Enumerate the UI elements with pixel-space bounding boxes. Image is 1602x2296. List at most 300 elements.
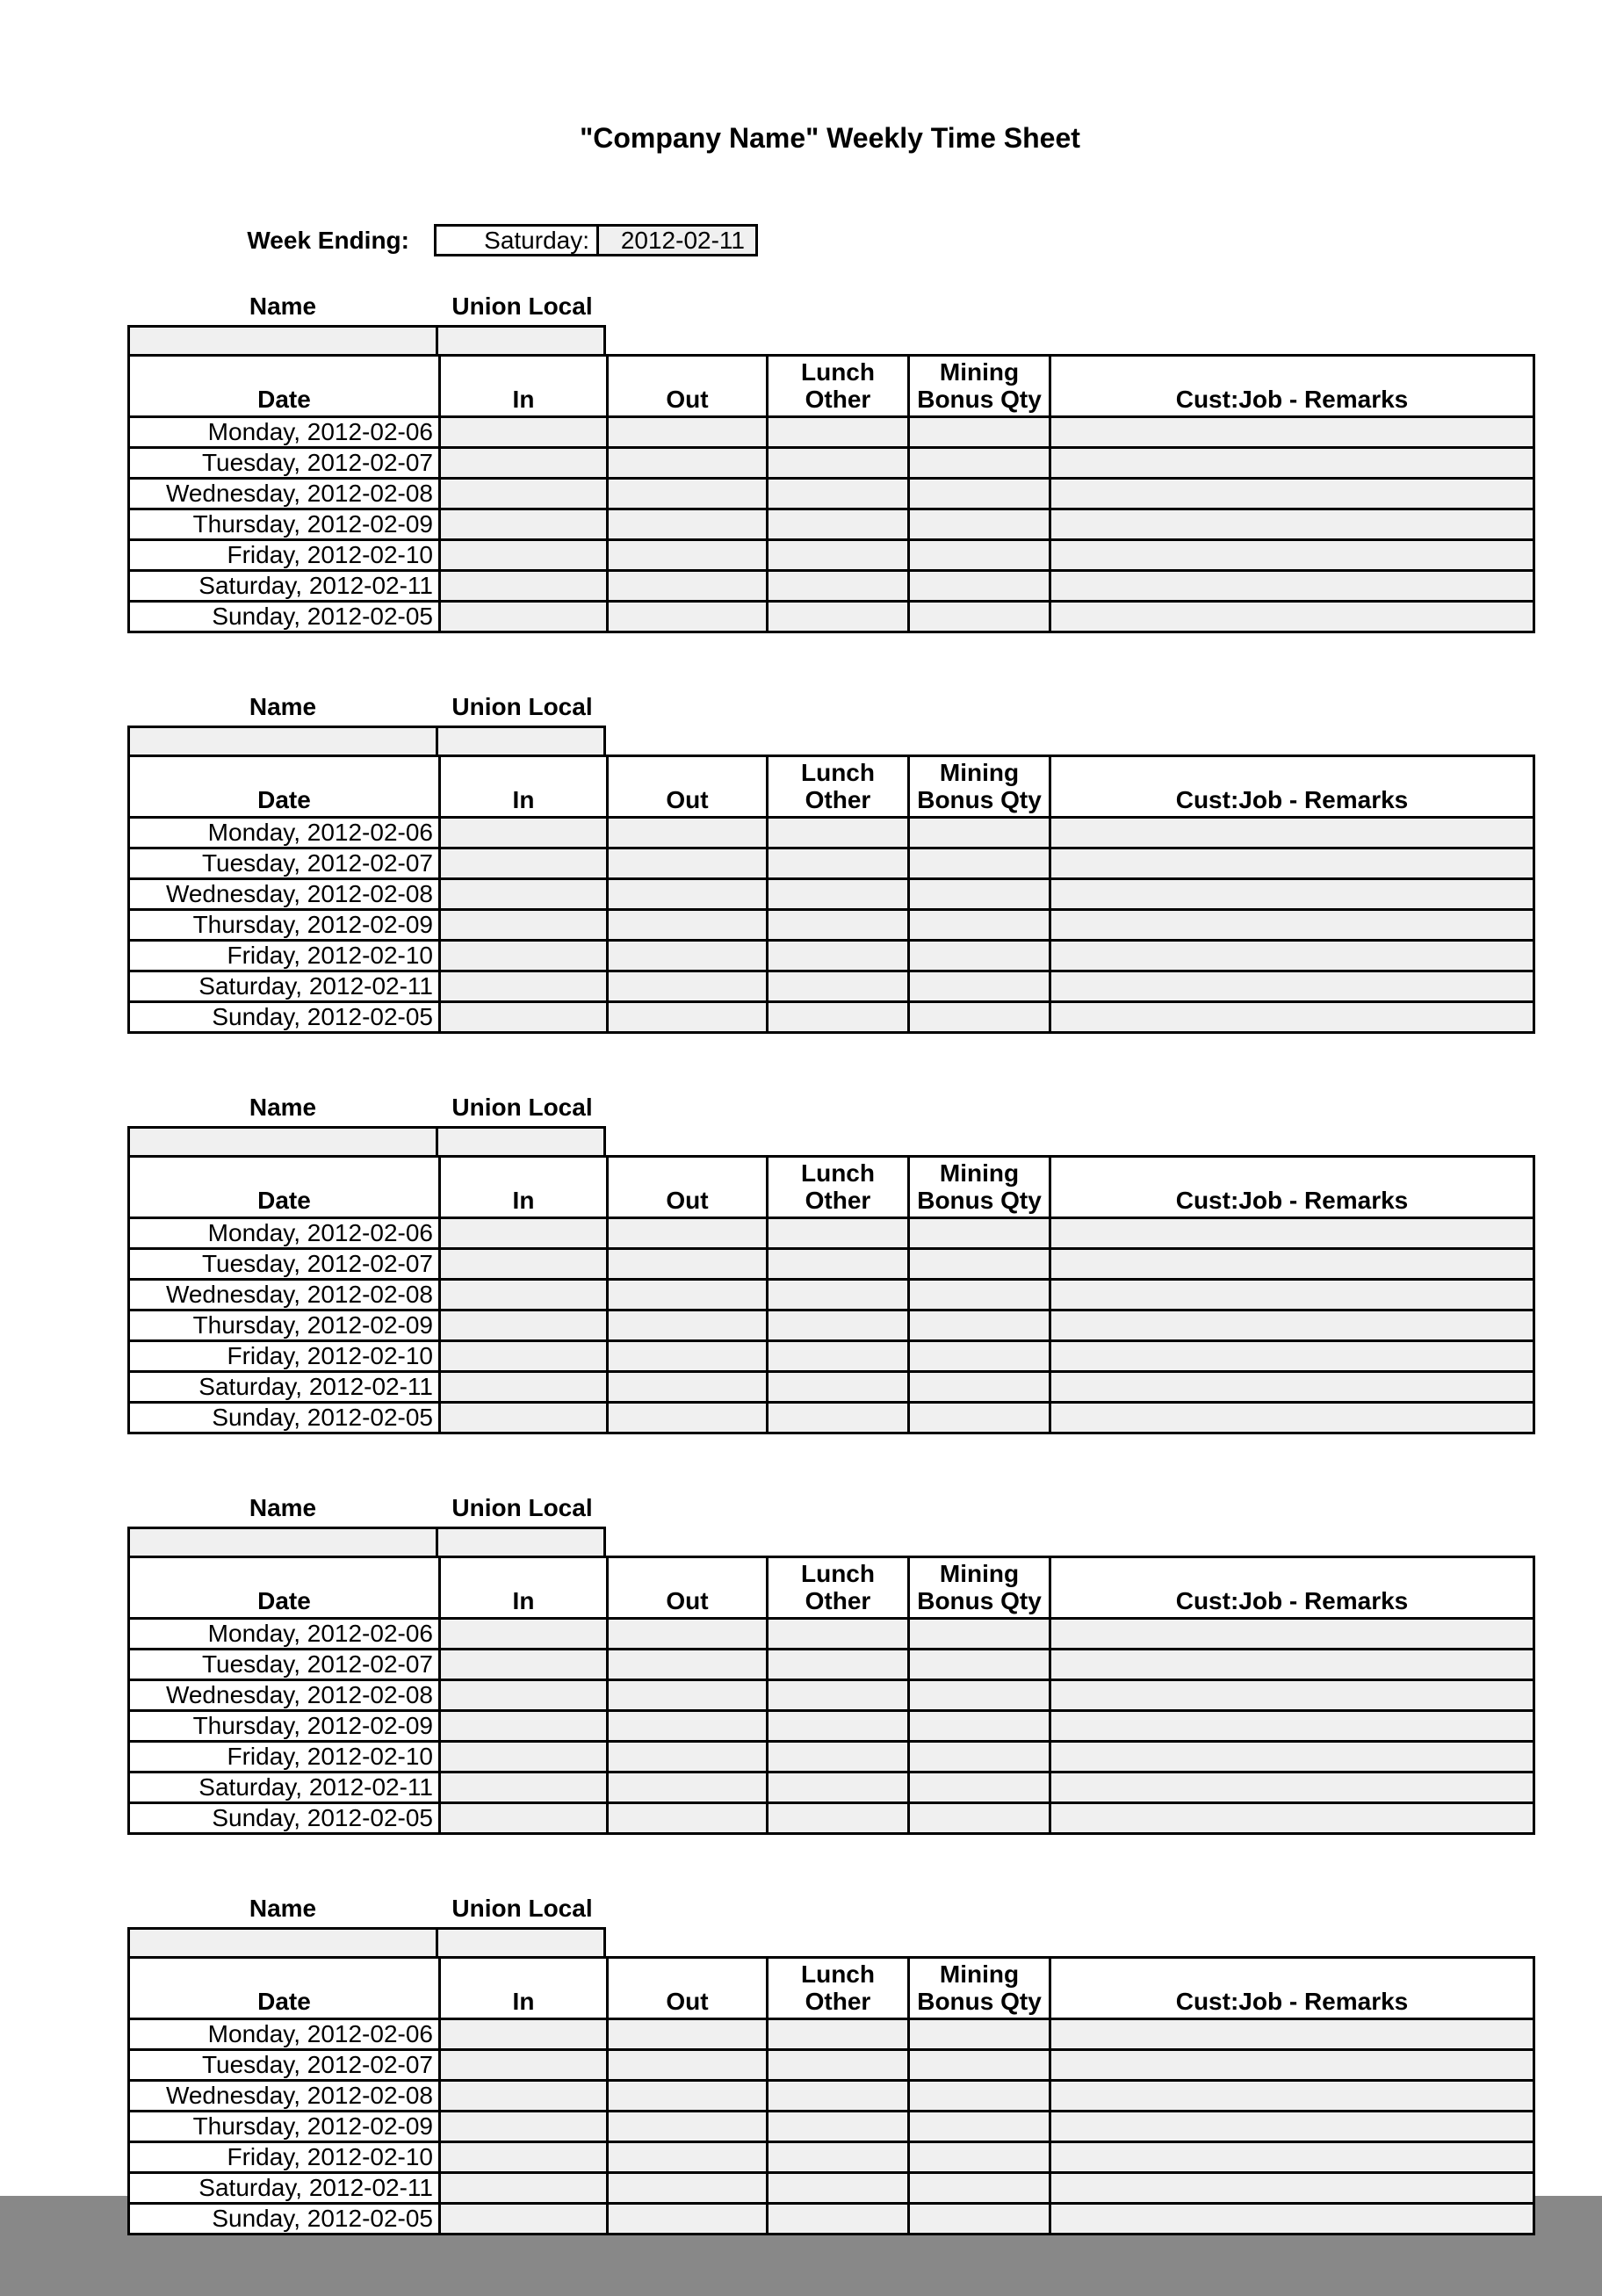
table-row xyxy=(129,1280,1534,1310)
out-cell[interactable] xyxy=(608,479,768,509)
employee-labels-row xyxy=(127,694,1533,720)
in-cell[interactable] xyxy=(440,1650,608,1680)
out-cell[interactable] xyxy=(608,1711,768,1742)
lunch-other-cell[interactable] xyxy=(768,2142,909,2173)
remarks-cell[interactable] xyxy=(1050,1002,1534,1033)
date-cell: Friday, 2012-02-10 xyxy=(129,941,440,971)
table-row xyxy=(129,2050,1534,2081)
remarks-cell[interactable] xyxy=(1050,2204,1534,2235)
lunch-other-cell[interactable] xyxy=(768,1249,909,1280)
in-cell[interactable] xyxy=(440,2112,608,2142)
lunch-other-cell[interactable] xyxy=(768,417,909,448)
out-cell[interactable] xyxy=(608,848,768,879)
remarks-cell[interactable] xyxy=(1050,1310,1534,1341)
in-cell[interactable] xyxy=(440,1742,608,1773)
mining-bonus-cell[interactable] xyxy=(909,1742,1050,1773)
remarks-cell[interactable] xyxy=(1050,1742,1534,1773)
out-cell[interactable] xyxy=(608,448,768,479)
date-cell: Tuesday, 2012-02-07 xyxy=(129,2050,440,2081)
in-cell[interactable] xyxy=(440,602,608,632)
table-row xyxy=(129,2081,1534,2112)
lunch-other-cell[interactable] xyxy=(768,1803,909,1834)
remarks-header: Cust:Job - Remarks xyxy=(1050,1958,1534,2019)
employee-input-row xyxy=(127,325,1533,354)
remarks-cell[interactable] xyxy=(1050,2019,1534,2050)
mining-bonus-cell[interactable] xyxy=(909,1773,1050,1803)
name-field[interactable] xyxy=(127,1927,438,1956)
out-cell[interactable] xyxy=(608,1650,768,1680)
lunch-other-cell[interactable] xyxy=(768,879,909,910)
employee-input-row xyxy=(127,1527,1533,1556)
remarks-cell[interactable] xyxy=(1050,1650,1534,1680)
out-cell[interactable] xyxy=(608,879,768,910)
table-row xyxy=(129,2112,1534,2142)
mining-bonus-cell[interactable] xyxy=(909,1341,1050,1372)
date-cell: Saturday, 2012-02-11 xyxy=(129,971,440,1002)
in-cell[interactable] xyxy=(440,941,608,971)
remarks-cell[interactable] xyxy=(1050,509,1534,540)
in-cell[interactable] xyxy=(440,2173,608,2204)
date-cell: Tuesday, 2012-02-07 xyxy=(129,848,440,879)
remarks-cell[interactable] xyxy=(1050,1372,1534,1403)
remarks-cell[interactable] xyxy=(1050,571,1534,602)
remarks-cell[interactable] xyxy=(1050,818,1534,848)
lunch-other-cell[interactable] xyxy=(768,479,909,509)
in-cell[interactable] xyxy=(440,2204,608,2235)
date-header: Date xyxy=(129,756,440,818)
date-cell: Friday, 2012-02-10 xyxy=(129,2142,440,2173)
mining-header-line1: Mining xyxy=(939,1960,1020,1988)
union-local-label: Union Local xyxy=(451,1094,593,1121)
table-row xyxy=(129,879,1534,910)
lunch-other-cell[interactable] xyxy=(768,971,909,1002)
remarks-cell[interactable] xyxy=(1050,941,1534,971)
remarks-cell[interactable] xyxy=(1050,1218,1534,1249)
mining-header-line1: Mining xyxy=(939,358,1020,386)
out-cell[interactable] xyxy=(608,1218,768,1249)
remarks-cell[interactable] xyxy=(1050,2050,1534,2081)
name-field[interactable] xyxy=(127,726,438,755)
table-row xyxy=(129,1680,1534,1711)
out-header: Out xyxy=(608,756,768,818)
union-local-field[interactable] xyxy=(438,1927,606,1956)
out-cell[interactable] xyxy=(608,602,768,632)
out-cell[interactable] xyxy=(608,509,768,540)
mining-bonus-cell[interactable] xyxy=(909,818,1050,848)
date-cell: Sunday, 2012-02-05 xyxy=(129,602,440,632)
lunch-other-header xyxy=(768,1557,909,1619)
employee-labels-row xyxy=(127,1094,1533,1121)
name-field[interactable] xyxy=(127,1527,438,1556)
out-cell[interactable] xyxy=(608,1773,768,1803)
lunch-other-cell[interactable] xyxy=(768,1773,909,1803)
out-cell[interactable] xyxy=(608,1002,768,1033)
mining-bonus-cell[interactable] xyxy=(909,417,1050,448)
in-cell[interactable] xyxy=(440,818,608,848)
lunch-other-cell[interactable] xyxy=(768,1619,909,1650)
out-cell[interactable] xyxy=(608,2204,768,2235)
time-table xyxy=(127,755,1535,1034)
out-cell[interactable] xyxy=(608,417,768,448)
date-cell: Friday, 2012-02-10 xyxy=(129,1341,440,1372)
remarks-cell[interactable] xyxy=(1050,1711,1534,1742)
in-cell[interactable] xyxy=(440,910,608,941)
in-cell[interactable] xyxy=(440,571,608,602)
date-cell: Friday, 2012-02-10 xyxy=(129,1742,440,1773)
table-body xyxy=(129,417,1534,632)
out-cell[interactable] xyxy=(608,2112,768,2142)
in-header: In xyxy=(440,1958,608,2019)
table-row xyxy=(129,571,1534,602)
mining-bonus-header xyxy=(909,1557,1050,1619)
week-ending-date-field[interactable]: 2012-02-11 xyxy=(599,224,758,256)
union-local-field[interactable] xyxy=(438,325,606,354)
lunch-other-cell[interactable] xyxy=(768,1403,909,1433)
lunch-other-cell[interactable] xyxy=(768,2173,909,2204)
out-cell[interactable] xyxy=(608,571,768,602)
in-cell[interactable] xyxy=(440,1773,608,1803)
remarks-cell[interactable] xyxy=(1050,971,1534,1002)
union-local-label: Union Local xyxy=(451,693,593,720)
table-row xyxy=(129,1773,1534,1803)
out-cell[interactable] xyxy=(608,1280,768,1310)
table-row xyxy=(129,1403,1534,1433)
in-cell[interactable] xyxy=(440,1619,608,1650)
remarks-cell[interactable] xyxy=(1050,910,1534,941)
name-label: Name xyxy=(249,1094,317,1121)
date-cell: Sunday, 2012-02-05 xyxy=(129,1803,440,1834)
mining-bonus-cell[interactable] xyxy=(909,2019,1050,2050)
mining-bonus-header xyxy=(909,756,1050,818)
mining-bonus-cell[interactable] xyxy=(909,2142,1050,2173)
remarks-cell[interactable] xyxy=(1050,448,1534,479)
out-cell[interactable] xyxy=(608,2173,768,2204)
lunch-header-line2: Other xyxy=(805,786,871,813)
out-header: Out xyxy=(608,1157,768,1218)
table-row xyxy=(129,1619,1534,1650)
header-row xyxy=(129,1157,1534,1218)
mining-bonus-header xyxy=(909,356,1050,417)
in-cell[interactable] xyxy=(440,2019,608,2050)
in-cell[interactable] xyxy=(440,1372,608,1403)
table-row xyxy=(129,848,1534,879)
remarks-cell[interactable] xyxy=(1050,602,1534,632)
lunch-other-cell[interactable] xyxy=(768,848,909,879)
date-cell: Thursday, 2012-02-09 xyxy=(129,1310,440,1341)
remarks-cell[interactable] xyxy=(1050,879,1534,910)
in-cell[interactable] xyxy=(440,1249,608,1280)
union-local-field[interactable] xyxy=(438,1126,606,1155)
out-cell[interactable] xyxy=(608,2019,768,2050)
name-field[interactable] xyxy=(127,1126,438,1155)
out-cell[interactable] xyxy=(608,2081,768,2112)
in-cell[interactable] xyxy=(440,509,608,540)
remarks-cell[interactable] xyxy=(1050,479,1534,509)
mining-bonus-cell[interactable] xyxy=(909,448,1050,479)
out-cell[interactable] xyxy=(608,910,768,941)
in-cell[interactable] xyxy=(440,848,608,879)
mining-bonus-cell[interactable] xyxy=(909,848,1050,879)
in-cell[interactable] xyxy=(440,2050,608,2081)
mining-bonus-cell[interactable] xyxy=(909,1680,1050,1711)
table-row xyxy=(129,602,1534,632)
table-body xyxy=(129,1619,1534,1834)
mining-bonus-cell[interactable] xyxy=(909,2050,1050,2081)
timesheet-block xyxy=(127,1495,1533,1835)
lunch-other-cell[interactable] xyxy=(768,509,909,540)
table-row xyxy=(129,1803,1534,1834)
time-table xyxy=(127,1155,1535,1434)
timesheet-blocks xyxy=(127,293,1533,2235)
in-cell[interactable] xyxy=(440,2081,608,2112)
out-cell[interactable] xyxy=(608,2142,768,2173)
week-ending-label: Week Ending: xyxy=(247,227,409,254)
mining-bonus-header xyxy=(909,1157,1050,1218)
timesheet-block xyxy=(127,1094,1533,1434)
lunch-header-line1: Lunch xyxy=(801,1560,875,1587)
lunch-other-cell[interactable] xyxy=(768,2050,909,2081)
date-header: Date xyxy=(129,1557,440,1619)
lunch-other-cell[interactable] xyxy=(768,2112,909,2142)
date-cell: Thursday, 2012-02-09 xyxy=(129,2112,440,2142)
date-header: Date xyxy=(129,1157,440,1218)
mining-bonus-cell[interactable] xyxy=(909,1249,1050,1280)
out-cell[interactable] xyxy=(608,540,768,571)
mining-bonus-cell[interactable] xyxy=(909,1002,1050,1033)
mining-bonus-cell[interactable] xyxy=(909,2112,1050,2142)
mining-bonus-cell[interactable] xyxy=(909,1650,1050,1680)
out-cell[interactable] xyxy=(608,2050,768,2081)
out-cell[interactable] xyxy=(608,1619,768,1650)
table-row xyxy=(129,509,1534,540)
mining-bonus-cell[interactable] xyxy=(909,571,1050,602)
in-cell[interactable] xyxy=(440,1002,608,1033)
mining-bonus-cell[interactable] xyxy=(909,1218,1050,1249)
in-cell[interactable] xyxy=(440,1218,608,1249)
out-header: Out xyxy=(608,1958,768,2019)
out-cell[interactable] xyxy=(608,1680,768,1711)
out-cell[interactable] xyxy=(608,1249,768,1280)
table-row xyxy=(129,971,1534,1002)
lunch-other-cell[interactable] xyxy=(768,1650,909,1680)
lunch-other-cell[interactable] xyxy=(768,910,909,941)
table-row xyxy=(129,1341,1534,1372)
out-cell[interactable] xyxy=(608,1310,768,1341)
remarks-cell[interactable] xyxy=(1050,1403,1534,1433)
lunch-other-cell[interactable] xyxy=(768,448,909,479)
mining-bonus-cell[interactable] xyxy=(909,1711,1050,1742)
mining-bonus-cell[interactable] xyxy=(909,1803,1050,1834)
out-cell[interactable] xyxy=(608,818,768,848)
date-cell: Saturday, 2012-02-11 xyxy=(129,1773,440,1803)
lunch-other-header xyxy=(768,1958,909,2019)
lunch-other-cell[interactable] xyxy=(768,1002,909,1033)
in-cell[interactable] xyxy=(440,879,608,910)
lunch-other-cell[interactable] xyxy=(768,2019,909,2050)
out-cell[interactable] xyxy=(608,971,768,1002)
page-content xyxy=(127,0,1533,2296)
page-title: "Company Name" Weekly Time Sheet xyxy=(580,122,1080,154)
lunch-other-cell[interactable] xyxy=(768,1711,909,1742)
remarks-cell[interactable] xyxy=(1050,1773,1534,1803)
name-field[interactable] xyxy=(127,325,438,354)
mining-bonus-cell[interactable] xyxy=(909,1372,1050,1403)
in-cell[interactable] xyxy=(440,1803,608,1834)
remarks-cell[interactable] xyxy=(1050,1249,1534,1280)
lunch-other-header xyxy=(768,356,909,417)
lunch-other-cell[interactable] xyxy=(768,1742,909,1773)
table-row xyxy=(129,2019,1534,2050)
mining-bonus-cell[interactable] xyxy=(909,879,1050,910)
lunch-other-cell[interactable] xyxy=(768,540,909,571)
table-row xyxy=(129,1742,1534,1773)
time-table xyxy=(127,1556,1535,1835)
table-row xyxy=(129,1711,1534,1742)
lunch-other-cell[interactable] xyxy=(768,941,909,971)
table-row xyxy=(129,479,1534,509)
lunch-other-cell[interactable] xyxy=(768,1218,909,1249)
in-header: In xyxy=(440,756,608,818)
union-local-label: Union Local xyxy=(451,1494,593,1521)
union-local-field[interactable] xyxy=(438,726,606,755)
employee-input-row xyxy=(127,726,1533,755)
date-cell: Monday, 2012-02-06 xyxy=(129,818,440,848)
date-cell: Sunday, 2012-02-05 xyxy=(129,2204,440,2235)
in-cell[interactable] xyxy=(440,1310,608,1341)
table-row xyxy=(129,540,1534,571)
out-cell[interactable] xyxy=(608,1372,768,1403)
remarks-cell[interactable] xyxy=(1050,2142,1534,2173)
in-cell[interactable] xyxy=(440,540,608,571)
remarks-header: Cust:Job - Remarks xyxy=(1050,1557,1534,1619)
remarks-cell[interactable] xyxy=(1050,1280,1534,1310)
out-cell[interactable] xyxy=(608,1742,768,1773)
table-row xyxy=(129,941,1534,971)
mining-bonus-cell[interactable] xyxy=(909,509,1050,540)
week-ending-row xyxy=(127,224,1533,256)
mining-header-line2: Bonus Qty xyxy=(917,1187,1042,1214)
out-header: Out xyxy=(608,1557,768,1619)
date-cell: Wednesday, 2012-02-08 xyxy=(129,479,440,509)
table-row xyxy=(129,1218,1534,1249)
mining-bonus-cell[interactable] xyxy=(909,540,1050,571)
mining-bonus-cell[interactable] xyxy=(909,2173,1050,2204)
table-body xyxy=(129,1218,1534,1433)
mining-bonus-cell[interactable] xyxy=(909,2204,1050,2235)
mining-bonus-cell[interactable] xyxy=(909,1403,1050,1433)
in-cell[interactable] xyxy=(440,1711,608,1742)
out-cell[interactable] xyxy=(608,1341,768,1372)
time-table xyxy=(127,1956,1535,2235)
lunch-other-cell[interactable] xyxy=(768,2204,909,2235)
remarks-cell[interactable] xyxy=(1050,1341,1534,1372)
out-cell[interactable] xyxy=(608,1803,768,1834)
lunch-header-line2: Other xyxy=(805,1187,871,1214)
mining-bonus-cell[interactable] xyxy=(909,1280,1050,1310)
remarks-cell[interactable] xyxy=(1050,2081,1534,2112)
in-cell[interactable] xyxy=(440,1341,608,1372)
mining-bonus-cell[interactable] xyxy=(909,1619,1050,1650)
lunch-other-cell[interactable] xyxy=(768,1680,909,1711)
name-label: Name xyxy=(249,1494,317,1521)
union-local-field[interactable] xyxy=(438,1527,606,1556)
date-cell: Wednesday, 2012-02-08 xyxy=(129,879,440,910)
in-cell[interactable] xyxy=(440,417,608,448)
remarks-cell[interactable] xyxy=(1050,848,1534,879)
date-cell: Wednesday, 2012-02-08 xyxy=(129,2081,440,2112)
date-cell: Monday, 2012-02-06 xyxy=(129,2019,440,2050)
date-cell: Sunday, 2012-02-05 xyxy=(129,1403,440,1433)
in-cell[interactable] xyxy=(440,448,608,479)
remarks-cell[interactable] xyxy=(1050,540,1534,571)
timesheet-block xyxy=(127,1895,1533,2235)
lunch-header-line1: Lunch xyxy=(801,1159,875,1187)
lunch-other-cell[interactable] xyxy=(768,2081,909,2112)
date-cell: Friday, 2012-02-10 xyxy=(129,540,440,571)
lunch-other-cell[interactable] xyxy=(768,571,909,602)
remarks-cell[interactable] xyxy=(1050,1680,1534,1711)
in-cell[interactable] xyxy=(440,479,608,509)
lunch-other-cell[interactable] xyxy=(768,818,909,848)
mining-header-line1: Mining xyxy=(939,1560,1020,1587)
in-cell[interactable] xyxy=(440,1680,608,1711)
lunch-other-cell[interactable] xyxy=(768,1280,909,1310)
out-cell[interactable] xyxy=(608,941,768,971)
out-header: Out xyxy=(608,356,768,417)
in-header: In xyxy=(440,1557,608,1619)
remarks-cell[interactable] xyxy=(1050,2173,1534,2204)
in-header: In xyxy=(440,356,608,417)
lunch-other-cell[interactable] xyxy=(768,1310,909,1341)
lunch-header-line2: Other xyxy=(805,1988,871,2015)
mining-header-line1: Mining xyxy=(939,759,1020,786)
mining-bonus-cell[interactable] xyxy=(909,2081,1050,2112)
remarks-cell[interactable] xyxy=(1050,1803,1534,1834)
remarks-cell[interactable] xyxy=(1050,1619,1534,1650)
table-row xyxy=(129,2204,1534,2235)
table-row xyxy=(129,2142,1534,2173)
in-cell[interactable] xyxy=(440,2142,608,2173)
in-cell[interactable] xyxy=(440,1280,608,1310)
in-cell[interactable] xyxy=(440,971,608,1002)
lunch-other-cell[interactable] xyxy=(768,1372,909,1403)
table-row xyxy=(129,1249,1534,1280)
header-row xyxy=(129,1958,1534,2019)
table-row xyxy=(129,1372,1534,1403)
in-header: In xyxy=(440,1157,608,1218)
table-body xyxy=(129,2019,1534,2235)
remarks-cell[interactable] xyxy=(1050,417,1534,448)
mining-bonus-cell[interactable] xyxy=(909,941,1050,971)
in-cell[interactable] xyxy=(440,1403,608,1433)
mining-bonus-cell[interactable] xyxy=(909,479,1050,509)
header-row xyxy=(129,756,1534,818)
union-local-label: Union Local xyxy=(451,292,593,320)
mining-bonus-cell[interactable] xyxy=(909,602,1050,632)
date-cell: Monday, 2012-02-06 xyxy=(129,1218,440,1249)
time-table xyxy=(127,354,1535,633)
mining-bonus-cell[interactable] xyxy=(909,971,1050,1002)
date-cell: Sunday, 2012-02-05 xyxy=(129,1002,440,1033)
lunch-other-cell[interactable] xyxy=(768,602,909,632)
lunch-other-cell[interactable] xyxy=(768,1341,909,1372)
out-cell[interactable] xyxy=(608,1403,768,1433)
mining-bonus-cell[interactable] xyxy=(909,1310,1050,1341)
remarks-cell[interactable] xyxy=(1050,2112,1534,2142)
header-row xyxy=(129,1557,1534,1619)
mining-bonus-cell[interactable] xyxy=(909,910,1050,941)
date-header: Date xyxy=(129,356,440,417)
